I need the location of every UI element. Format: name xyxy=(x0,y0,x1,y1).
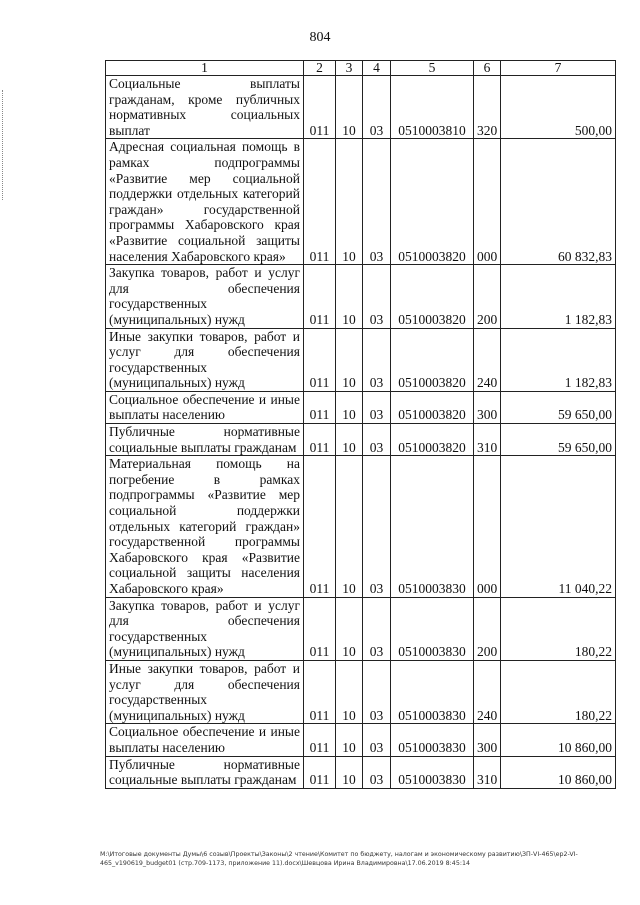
row-code-4: 03 xyxy=(363,391,391,423)
row-code-3: 10 xyxy=(336,139,363,265)
row-code-5: 0510003820 xyxy=(391,139,474,265)
row-code-5: 0510003820 xyxy=(391,391,474,423)
row-code-2: 011 xyxy=(304,328,336,391)
row-code-5: 0510003830 xyxy=(391,660,474,723)
row-code-4: 03 xyxy=(363,724,391,756)
row-amount: 500,00 xyxy=(501,76,616,139)
table-row xyxy=(106,265,616,328)
document-path-footer: М:\Итоговые документы Думы\6 созыв\Проекты\Законы\2 чтение\Комитет по бюджету, налогам и экономическому развитию\ЗП-VI-465\ep2-VI-465_v190619_budget01 (стр.709-1173, приложение 11).docx\Шевцова Ирина Владимировна\17.06.2019 8:45:14 xyxy=(100,851,578,867)
row-code-3: 10 xyxy=(336,724,363,756)
header-col-1: 1 xyxy=(106,61,304,76)
row-code-4: 03 xyxy=(363,139,391,265)
row-code-3: 10 xyxy=(336,756,363,788)
row-code-6: 200 xyxy=(474,265,501,328)
header-col-7: 7 xyxy=(501,61,616,76)
table-row xyxy=(106,328,616,391)
row-amount: 1 182,83 xyxy=(501,328,616,391)
row-code-4: 03 xyxy=(363,265,391,328)
row-code-6: 320 xyxy=(474,76,501,139)
row-amount: 180,22 xyxy=(501,660,616,723)
row-code-2: 011 xyxy=(304,424,336,456)
page-number: 804 xyxy=(309,30,331,45)
row-description: Адресная социальная помощь в рамках подпрограммы «Развитие мер социальной поддержки отдельных категорий граждан» государственной программы Хабаровского края «Развитие социальной защиты населения Хабаровского края» xyxy=(106,139,304,265)
header-col-4: 4 xyxy=(363,61,391,76)
row-description: Публичные нормативные социальные выплаты гражданам xyxy=(106,424,304,456)
row-code-4: 03 xyxy=(363,597,391,660)
row-code-2: 011 xyxy=(304,456,336,597)
row-amount: 60 832,83 xyxy=(501,139,616,265)
row-code-4: 03 xyxy=(363,76,391,139)
row-description: Социальное обеспечение и иные выплаты населению xyxy=(106,724,304,756)
row-description: Закупка товаров, работ и услуг для обеспечения государственных (муниципальных) нужд xyxy=(106,597,304,660)
row-amount: 1 182,83 xyxy=(501,265,616,328)
row-code-5: 0510003820 xyxy=(391,265,474,328)
table-row xyxy=(106,76,616,139)
row-code-6: 000 xyxy=(474,139,501,265)
table-row xyxy=(106,456,616,597)
row-code-6: 240 xyxy=(474,328,501,391)
row-code-6: 310 xyxy=(474,756,501,788)
row-code-4: 03 xyxy=(363,456,391,597)
row-code-2: 011 xyxy=(304,391,336,423)
row-amount: 59 650,00 xyxy=(501,424,616,456)
row-code-3: 10 xyxy=(336,391,363,423)
row-description: Социальные выплаты гражданам, кроме публичных нормативных социальных выплат xyxy=(106,76,304,139)
row-code-5: 0510003830 xyxy=(391,724,474,756)
budget-table xyxy=(105,60,616,789)
row-code-6: 300 xyxy=(474,391,501,423)
header-col-6: 6 xyxy=(474,61,501,76)
row-code-2: 011 xyxy=(304,756,336,788)
row-code-5: 0510003830 xyxy=(391,456,474,597)
row-amount: 10 860,00 xyxy=(501,756,616,788)
row-description: Закупка товаров, работ и услуг для обеспечения государственных (муниципальных) нужд xyxy=(106,265,304,328)
header-col-3: 3 xyxy=(336,61,363,76)
table-row xyxy=(106,660,616,723)
row-code-4: 03 xyxy=(363,756,391,788)
row-amount: 11 040,22 xyxy=(501,456,616,597)
row-code-6: 000 xyxy=(474,456,501,597)
row-code-4: 03 xyxy=(363,424,391,456)
table-row xyxy=(106,139,616,265)
row-code-3: 10 xyxy=(336,328,363,391)
row-code-6: 300 xyxy=(474,724,501,756)
row-code-6: 200 xyxy=(474,597,501,660)
row-amount: 180,22 xyxy=(501,597,616,660)
row-code-3: 10 xyxy=(336,456,363,597)
row-code-4: 03 xyxy=(363,660,391,723)
header-col-5: 5 xyxy=(391,61,474,76)
row-code-2: 011 xyxy=(304,597,336,660)
row-code-3: 10 xyxy=(336,424,363,456)
row-description: Иные закупки товаров, работ и услуг для обеспечения государственных (муниципальных) нужд xyxy=(106,328,304,391)
row-code-5: 0510003820 xyxy=(391,424,474,456)
table-header-row xyxy=(106,61,616,76)
row-code-6: 310 xyxy=(474,424,501,456)
row-code-2: 011 xyxy=(304,724,336,756)
row-code-5: 0510003820 xyxy=(391,328,474,391)
row-code-3: 10 xyxy=(336,265,363,328)
table-row xyxy=(106,424,616,456)
row-description: Социальное обеспечение и иные выплаты населению xyxy=(106,391,304,423)
row-description: Публичные нормативные социальные выплаты гражданам xyxy=(106,756,304,788)
row-code-5: 0510003830 xyxy=(391,597,474,660)
table-row xyxy=(106,756,616,788)
row-amount: 10 860,00 xyxy=(501,724,616,756)
row-code-4: 03 xyxy=(363,328,391,391)
row-amount: 59 650,00 xyxy=(501,391,616,423)
row-code-6: 240 xyxy=(474,660,501,723)
table-row xyxy=(106,597,616,660)
table-row xyxy=(106,391,616,423)
row-code-2: 011 xyxy=(304,660,336,723)
row-description: Иные закупки товаров, работ и услуг для обеспечения государственных (муниципальных) нужд xyxy=(106,660,304,723)
row-code-3: 10 xyxy=(336,660,363,723)
row-code-3: 10 xyxy=(336,76,363,139)
margin-mark xyxy=(2,90,4,200)
header-col-2: 2 xyxy=(304,61,336,76)
row-code-5: 0510003830 xyxy=(391,756,474,788)
row-code-2: 011 xyxy=(304,265,336,328)
row-description: Материальная помощь на погребение в рамках подпрограммы «Развитие мер социальной поддержки отдельных категорий граждан» государственной программы Хабаровского края «Развитие социальной защиты населения Хабаровского края» xyxy=(106,456,304,597)
table-row xyxy=(106,724,616,756)
row-code-2: 011 xyxy=(304,76,336,139)
row-code-3: 10 xyxy=(336,597,363,660)
row-code-2: 011 xyxy=(304,139,336,265)
row-code-5: 0510003810 xyxy=(391,76,474,139)
